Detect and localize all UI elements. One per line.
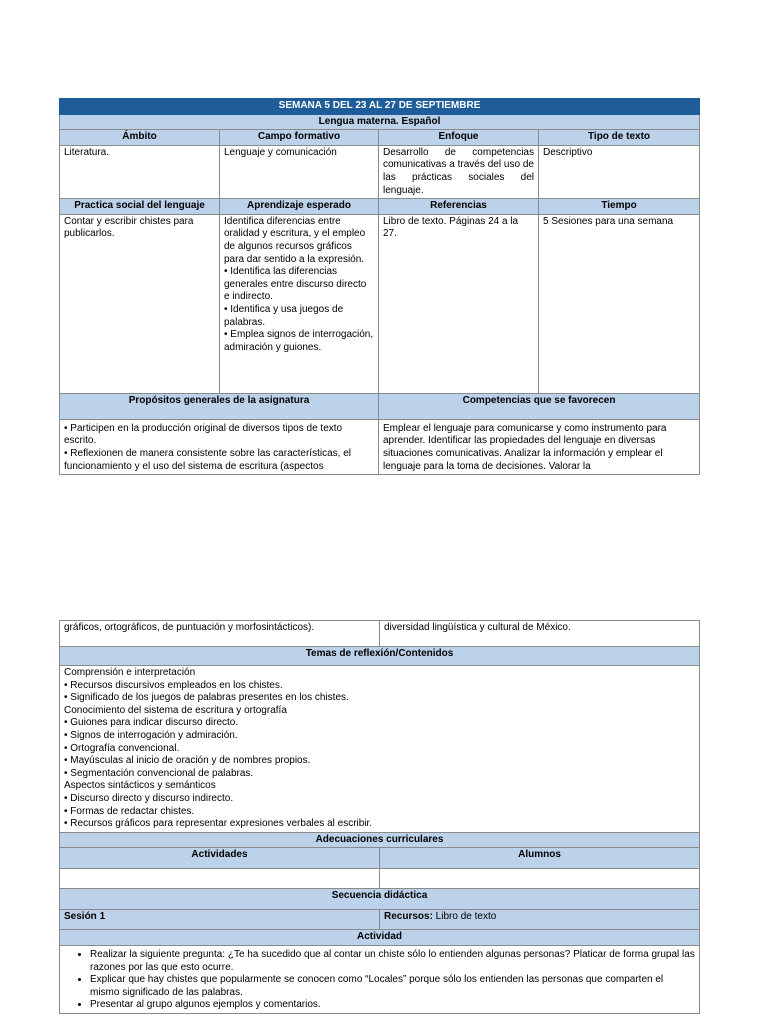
header-adecuaciones: Adecuaciones curriculares <box>60 832 700 848</box>
aprendizaje-item: • Emplea signos de interrogación, admiración y guiones. <box>224 329 374 353</box>
subject-title: Lengua materna. Español <box>60 114 700 130</box>
cell-referencias: Libro de texto. Páginas 24 a la 27. <box>379 214 539 393</box>
header-ambito: Ámbito <box>60 130 220 146</box>
cell-actividad-list <box>60 945 700 1013</box>
cell-sesion: Sesión 1 <box>60 910 380 930</box>
recursos-value: Libro de texto <box>432 911 497 923</box>
cell-propositos-cont: gráficos, ortográficos, de puntuación y morfosintácticos). <box>60 621 380 647</box>
tema-item: • Ortografía convencional. <box>64 742 180 754</box>
header-secuencia: Secuencia didáctica <box>60 889 700 910</box>
tema-item: Conocimiento del sistema de escritura y ortografía <box>64 704 287 716</box>
cell-alumnos-empty <box>380 869 700 889</box>
header-competencias: Competencias que se favorecen <box>379 393 700 419</box>
actividad-item: • Realizar la siguiente pregunta: ¿Te ha sucedido que al contar un chiste sólo lo entienden algunas personas? Platicar de forma grupal las razones por las que esto ocurre. <box>90 949 695 974</box>
aprendizaje-item: Identifica diferencias entre oralidad y escritura, y el empleo de algunos recursos gráficos para dar sentido a la expresión. <box>224 215 366 265</box>
cell-tiempo: 5 Sesiones para una semana <box>539 214 700 393</box>
tema-item: • Discurso directo y discurso indirecto. <box>64 792 234 804</box>
tema-item: • Guiones para indicar discurso directo. <box>64 717 239 729</box>
header-propositos: Propósitos generales de la asignatura <box>60 393 379 419</box>
header-temas: Temas de reflexión/Contenidos <box>60 647 700 666</box>
cell-propositos <box>60 419 379 474</box>
header-campo-formativo: Campo formativo <box>220 130 379 146</box>
header-tiempo: Tiempo <box>539 199 700 215</box>
proposito-item: • Reflexionen de manera consistente sobre las características, el funcionamiento y el uso del sistema de escritura (aspectos <box>64 447 351 472</box>
actividad-item: • Explicar que hay chistes que popularmente se conocen como “Locales” porque sólo los entienden las personas que comparten el mismo significado de las palabras. <box>90 974 695 999</box>
cell-ambito: Literatura. <box>60 145 220 198</box>
cell-campo-formativo: Lenguaje y comunicación <box>220 145 379 198</box>
proposito-item: • Participen en la producción original de diversos tipos de texto escrito. <box>64 422 343 447</box>
planning-table-page2 <box>59 620 700 1014</box>
cell-competencias-cont: diversidad lingüística y cultural de México. <box>380 621 700 647</box>
header-enfoque: Enfoque <box>379 130 539 146</box>
header-alumnos: Alumnos <box>380 848 700 869</box>
tema-item: • Segmentación convencional de palabras. <box>64 767 254 779</box>
tema-item: • Significado de los juegos de palabras presentes en los chistes. <box>64 692 349 704</box>
cell-tipo-texto: Descriptivo <box>539 145 700 198</box>
cell-practica-social: Contar y escribir chistes para publicarlos. <box>60 214 220 393</box>
tema-item: • Signos de interrogación y admiración. <box>64 729 238 741</box>
cell-actividades-empty <box>60 869 380 889</box>
cell-temas <box>60 666 700 833</box>
aprendizaje-item: • Identifica y usa juegos de palabras. <box>224 303 344 328</box>
week-title: SEMANA 5 DEL 23 AL 27 DE SEPTIEMBRE <box>60 99 700 115</box>
header-actividades: Actividades <box>60 848 380 869</box>
header-practica-social: Practica social del lenguaje <box>60 199 220 215</box>
header-tipo-texto: Tipo de texto <box>539 130 700 146</box>
header-aprendizaje: Aprendizaje esperado <box>220 199 379 215</box>
aprendizaje-item: • Identifica las diferencias generales entre discurso directo e indirecto. <box>224 266 367 303</box>
tema-item: • Recursos discursivos empleados en los chistes. <box>64 679 283 691</box>
tema-item: Comprensión e interpretación <box>64 667 196 678</box>
tema-item: • Formas de redactar chistes. <box>64 805 195 817</box>
recursos-label: Recursos: <box>384 911 433 923</box>
actividad-item: • Presentar al grupo algunos ejemplos y comentarios. <box>90 999 695 1012</box>
tema-item: Aspectos sintácticos y semánticos <box>64 780 216 792</box>
cell-competencias: Emplear el lenguaje para comunicarse y como instrumento para aprender. Identificar las propiedades del lenguaje en diversas situaciones comunicativas. Analizar la información y emplear el lenguaje para la toma de decisiones. Valorar la <box>379 419 700 474</box>
header-referencias: Referencias <box>379 199 539 215</box>
actividad-list <box>64 949 695 1012</box>
cell-enfoque: Desarrollo de competencias comunicativas a través del uso de las prácticas sociales del lenguaje. <box>379 145 539 198</box>
planning-table-page1 <box>59 98 700 475</box>
cell-recursos <box>380 910 700 930</box>
header-actividad: Actividad <box>60 930 700 946</box>
tema-item: • Recursos gráficos para representar expresiones verbales al escribir. <box>64 818 373 830</box>
cell-aprendizaje <box>220 214 379 393</box>
tema-item: • Mayúsculas al inicio de oración y de nombres propios. <box>64 755 311 767</box>
